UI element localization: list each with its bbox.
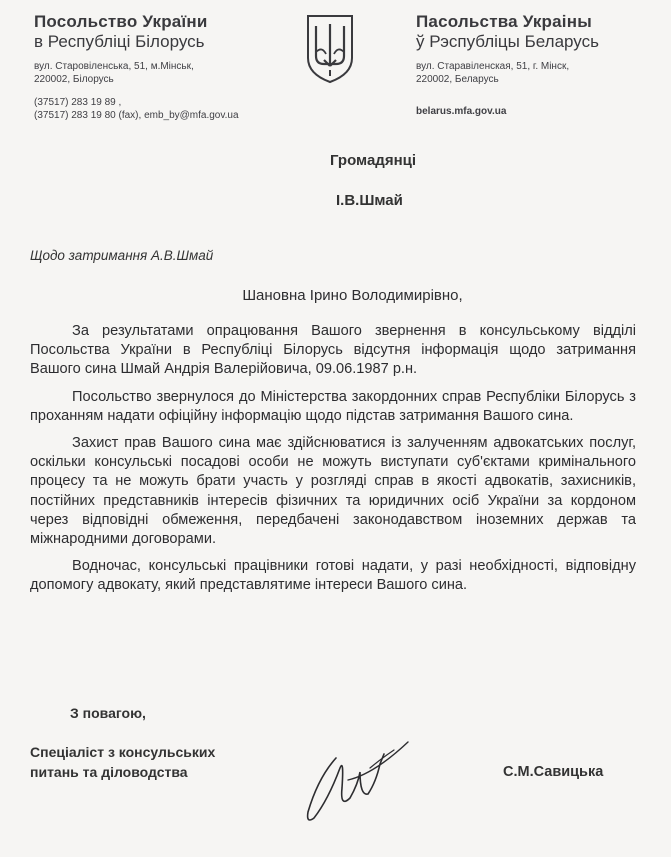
embassy-name-uk: Посольство України — [34, 12, 208, 31]
signer-position — [30, 742, 215, 782]
trident-emblem-icon — [304, 12, 356, 84]
letterhead-ukrainian — [34, 12, 304, 122]
salutation-text: Шановна Ірино Володимирівно, — [242, 287, 463, 304]
paragraph: Посольство звернулося до Міністерства закордонних справ Республіки Білорусь з проханням надати офіційну інформацію щодо підстав затримання Вашого сина. — [30, 388, 636, 424]
letter-body — [30, 322, 636, 604]
addressee-name: І.В.Шмай — [336, 192, 403, 209]
fax-email: (37517) 283 19 80 (fax), emb_by@mfa.gov.ua — [34, 110, 239, 121]
address-line-2: 220002, Беларусь — [416, 74, 499, 85]
letter-subject: Щодо затримання А.В.Шмай — [30, 248, 214, 263]
position-line-2: питань та діловодства — [30, 764, 188, 780]
paragraph: Захист прав Вашого сина має здійснюватися із залученням адвокатських послуг, оскільки консульські посадові особи не можуть виступати суб'єктами кримінального процесу та не можуть брати участь у розгляді справ в якості адвокатів, захисників, постійних представників інтересів фізичних та юридичних осіб України за кордоном через відповідні обмеження, передбачені законодавством іноземних держав та міжнародними договорами. — [30, 435, 636, 548]
paragraph: Водночас, консульські працівники готові надати, у разі необхідності, відповідну допомогу адвокату, який представлятиме інтереси Вашого сина. — [30, 558, 636, 594]
addressee — [330, 152, 416, 212]
salutation — [0, 287, 671, 304]
letterhead-belarusian — [416, 12, 666, 117]
embassy-contacts — [34, 96, 304, 122]
embassy-country-uk: в Республіці Білорусь — [34, 32, 205, 51]
address-line-1: вул. Старовіленська, 51, м.Мінськ, — [34, 61, 194, 72]
embassy-address-be — [416, 60, 666, 86]
embassy-website: belarus.mfa.gov.ua — [416, 106, 507, 117]
address-line-2: 220002, Білорусь — [34, 74, 114, 85]
embassy-address-uk — [34, 60, 304, 86]
address-line-1: вул. Старавіленская, 51, г. Мінск, — [416, 61, 570, 72]
position-line-1: Спеціаліст з консульських — [30, 744, 216, 760]
paragraph: За результатами опрацювання Вашого звернення в консульському відділі Посольства України в Республіці Білорусь відсутня інформація щодо затримання Вашого сина Шмай Андрія Валерійовича, 09.06.1987 р.н. — [30, 323, 636, 378]
embassy-name-be: Пасольства Украіны — [416, 12, 592, 31]
addressee-title: Громадянці — [330, 152, 417, 169]
signer-name: С.М.Савицька — [503, 764, 604, 780]
signature-icon — [298, 728, 418, 828]
embassy-country-be: ў Рэспубліцы Беларусь — [416, 32, 599, 51]
phone-number: (37517) 283 19 89 , — [34, 97, 122, 108]
closing-phrase: З повагою, — [70, 705, 146, 721]
